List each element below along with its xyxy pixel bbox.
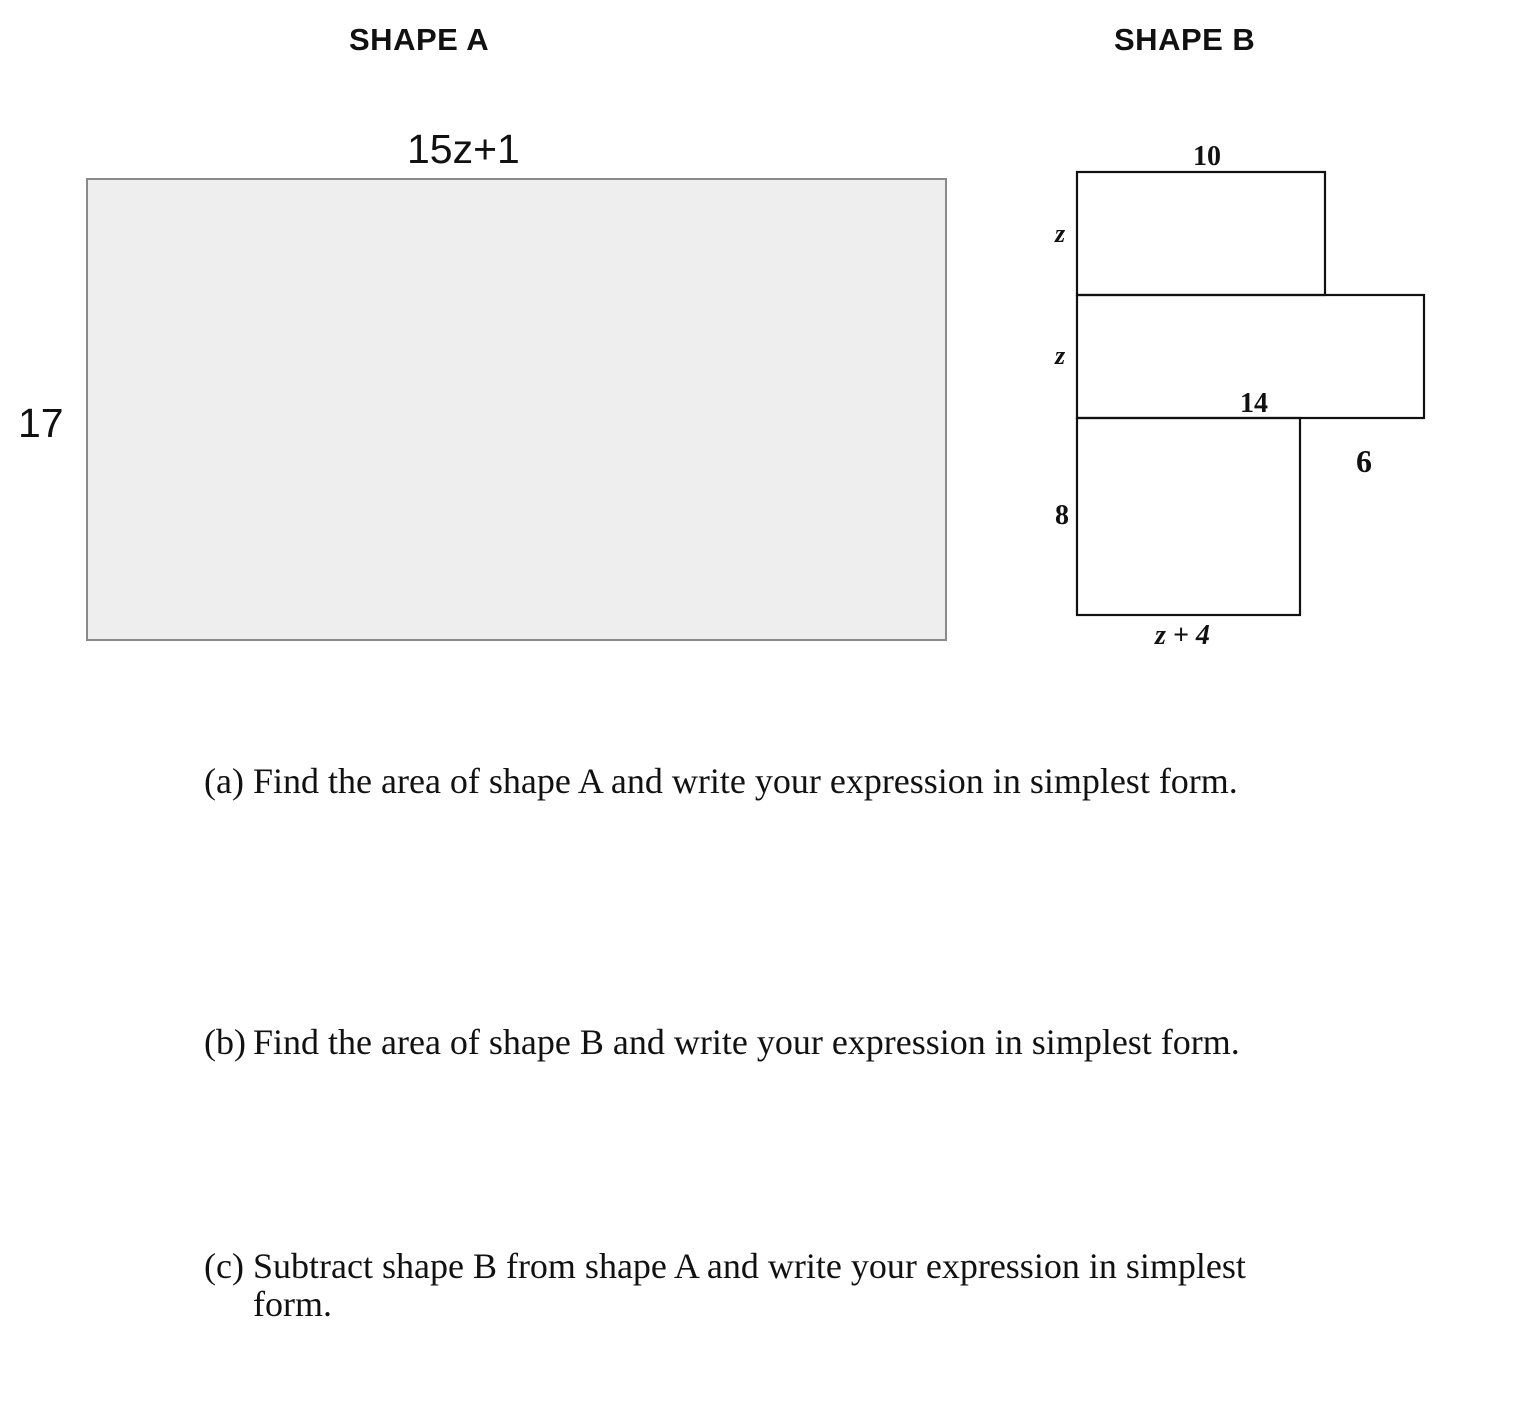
question-a-tag: (a) — [204, 761, 244, 801]
shape-b-middle-width-label: 14 — [1240, 388, 1268, 419]
shape-b-top-height-label: z — [1055, 219, 1066, 248]
shape-a-height-label: 17 — [18, 400, 64, 446]
shape-b-top-width-label: 10 — [1193, 141, 1221, 172]
question-b — [204, 1023, 1394, 1061]
shape-b-bottom-width-label: z + 4 — [1155, 620, 1210, 651]
shape-b-diagram — [1040, 130, 1440, 660]
shape-a-width-label: 15z+1 — [407, 126, 520, 172]
shape-a-heading: SHAPE A — [349, 22, 490, 57]
question-a — [204, 762, 1394, 800]
shape-b-heading: SHAPE B — [1114, 22, 1256, 57]
shape-b-bottom-rectangle — [1077, 418, 1300, 615]
question-c — [204, 1247, 1394, 1323]
question-c-text-line1: Subtract shape B from shape A and write your expression in simplest — [253, 1246, 1246, 1286]
shape-a-rectangle — [86, 178, 947, 641]
shape-b-right-offset-label: 6 — [1356, 443, 1372, 479]
question-c-text-line2: form. — [253, 1284, 332, 1324]
shape-b-bottom-height-label: 8 — [1055, 500, 1069, 531]
shape-b-middle-height-label: z — [1055, 341, 1066, 370]
question-a-text: Find the area of shape A and write your expression in simplest form. — [253, 761, 1238, 801]
shape-b-top-rectangle — [1077, 172, 1325, 295]
question-b-text: Find the area of shape B and write your expression in simplest form. — [253, 1022, 1240, 1062]
question-b-tag: (b) — [204, 1022, 246, 1062]
question-c-tag: (c) — [204, 1246, 244, 1286]
